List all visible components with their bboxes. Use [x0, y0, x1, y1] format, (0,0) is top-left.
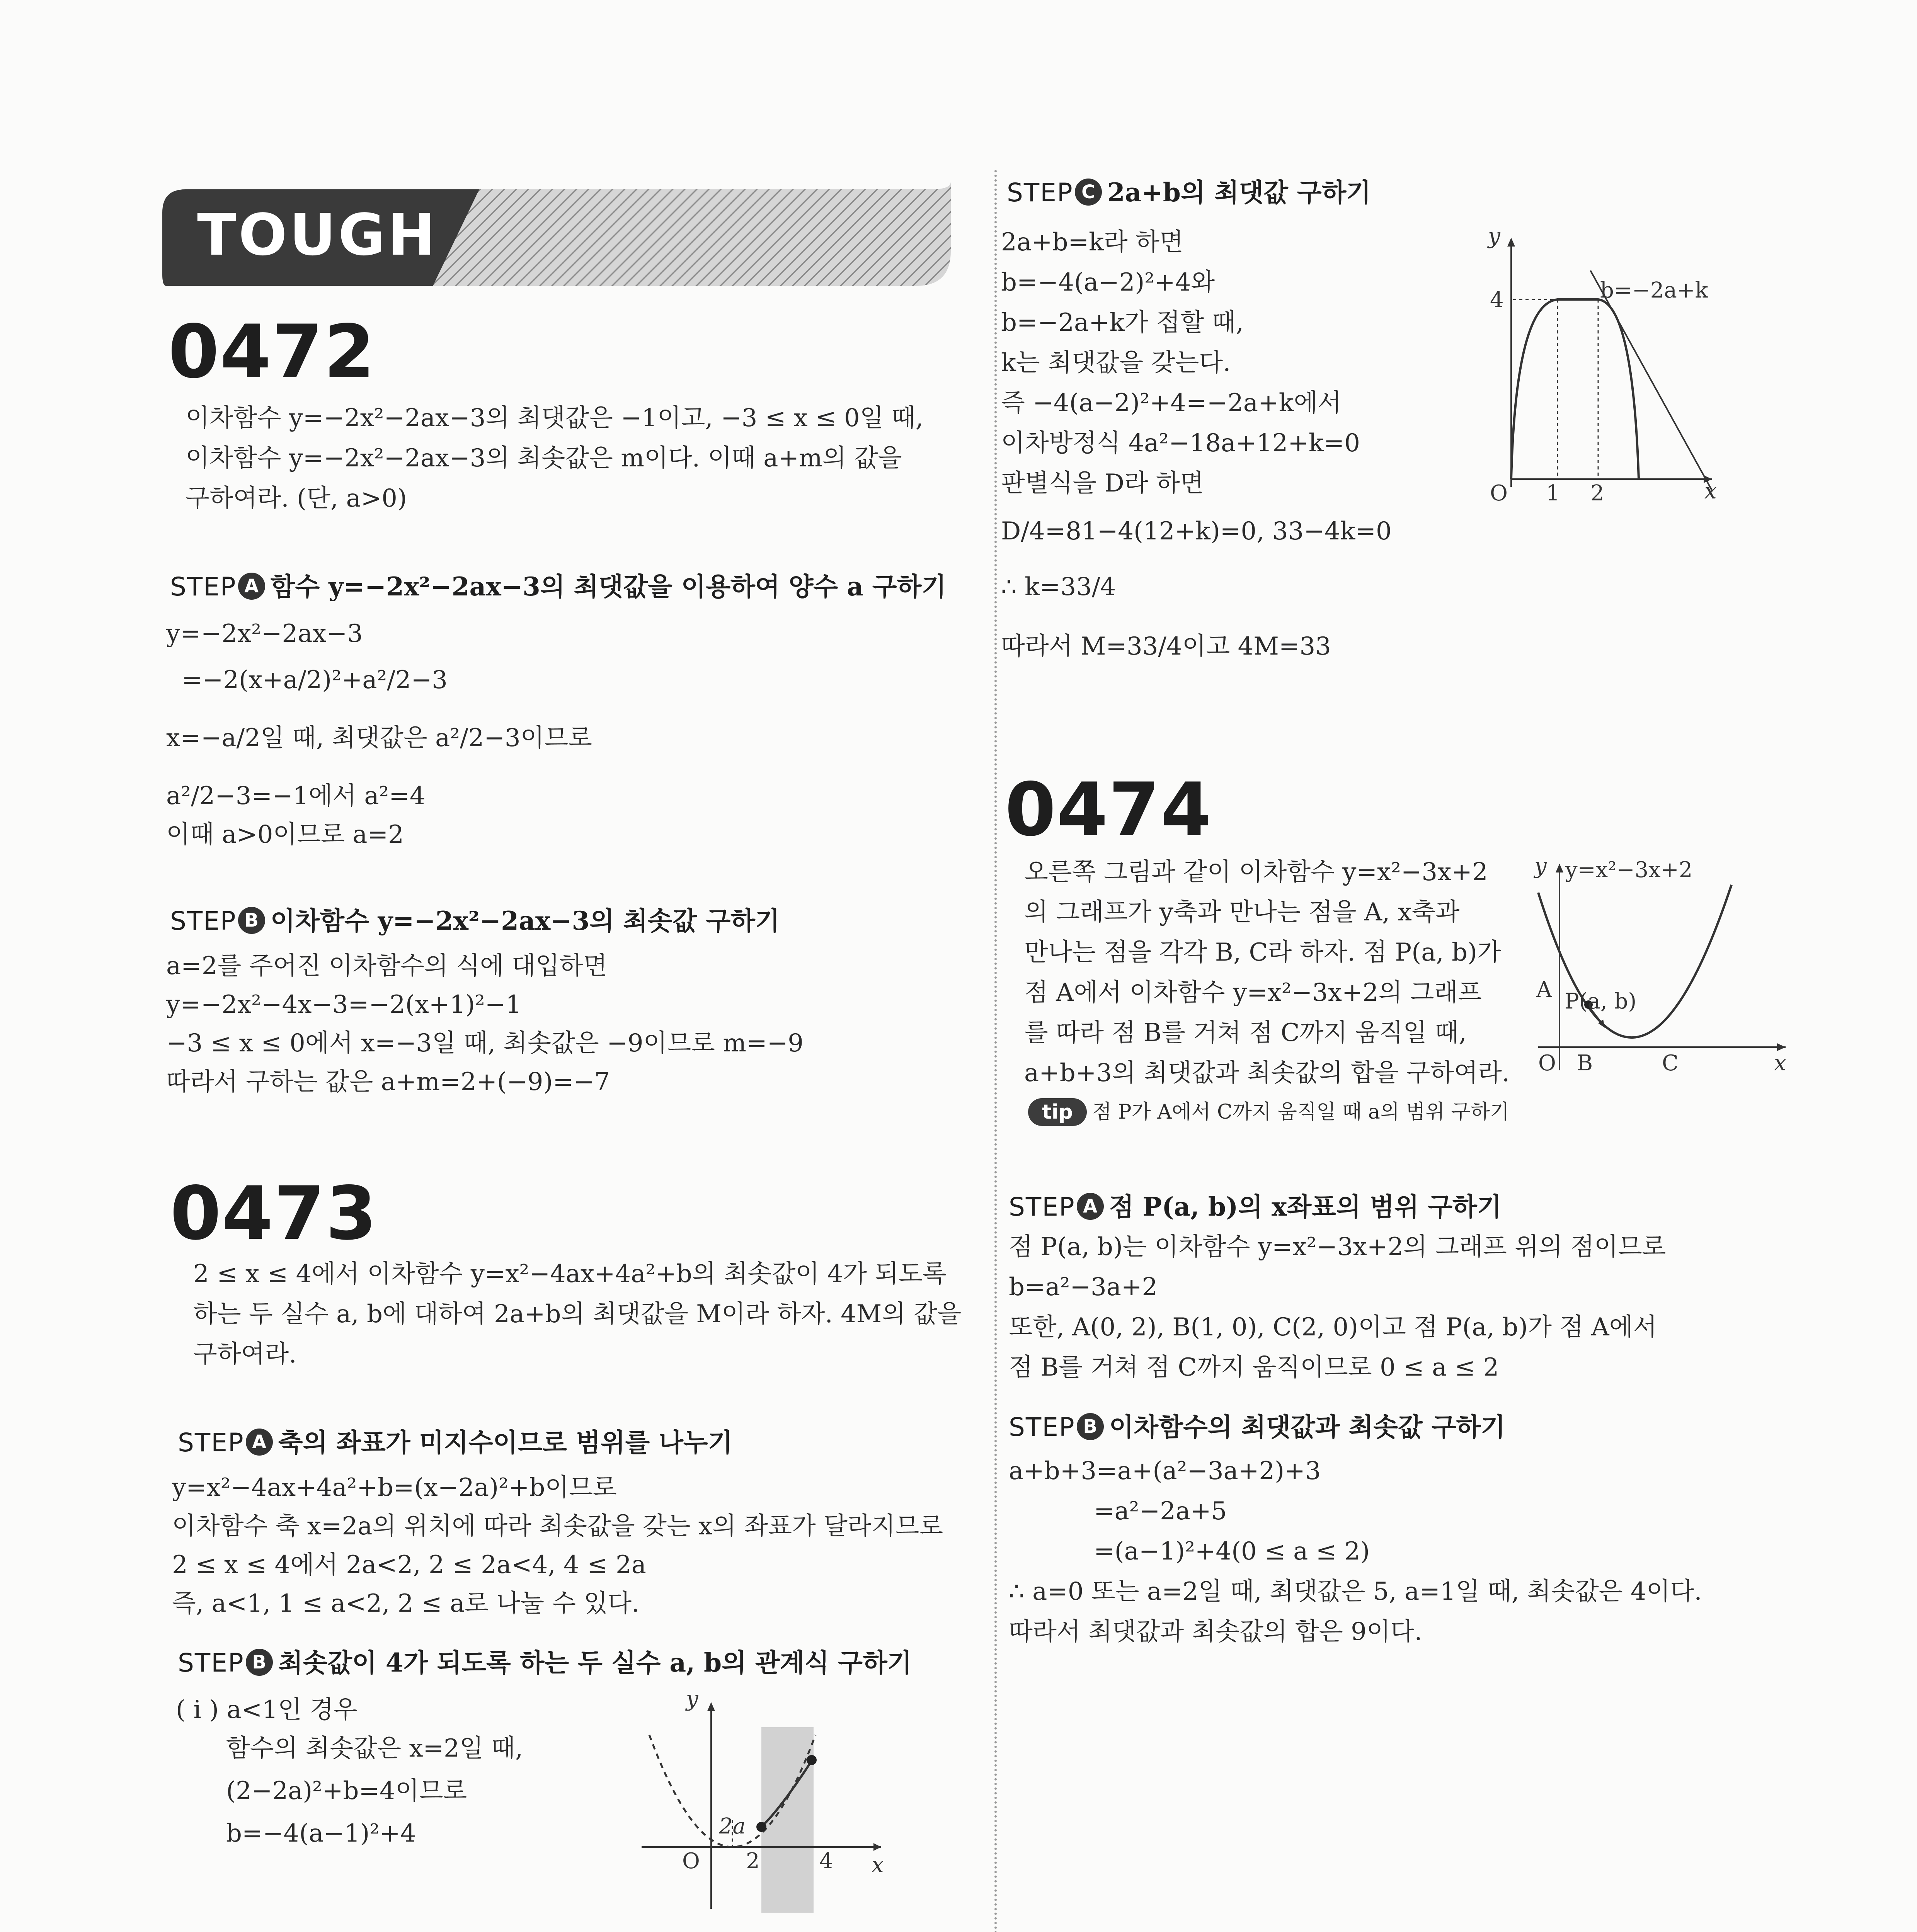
- step-badge: A: [238, 573, 265, 600]
- x-label: x: [1704, 479, 1717, 502]
- point-p-label: P(a, b): [1565, 989, 1637, 1014]
- tick-1-label: 1: [1546, 481, 1560, 502]
- step-b-heading-0472: [170, 900, 780, 937]
- end-point: [807, 1755, 817, 1765]
- step-badge: B: [246, 1649, 273, 1676]
- solution-line: b=a²−3a+2: [1009, 1273, 1158, 1301]
- step-a-body-0473: [172, 1468, 943, 1623]
- x-label: x: [872, 1852, 884, 1878]
- problem-line: 오른쪽 그림과 같이 이차함수 y=x²−3x+2: [1024, 858, 1488, 886]
- solution-line: a+b+3=a+(a²−3a+2)+3: [1009, 1457, 1321, 1485]
- tip-row: [1028, 1095, 1509, 1126]
- step-a-heading-0474: [1009, 1186, 1502, 1223]
- solution-line: y=−2x²−4x−3=−2(x+1)²−1: [166, 990, 521, 1019]
- solution-line: x=−a/2일 때, 최댓값은 a²/2−3이므로: [166, 724, 592, 752]
- solution-line: 즉 −4(a−2)²+4=−2a+k에서: [1001, 389, 1342, 417]
- step-title: 최솟값이 4가 되도록 하는 두 실수 a, b의 관계식 구하기: [278, 1648, 912, 1678]
- solution-line: 이차함수 축 x=2a의 위치에 따라 최솟값을 갖는 x의 좌표가 달라지므로: [172, 1512, 943, 1541]
- tick-2-label: 2: [1590, 481, 1604, 502]
- step-a-body-0474: [1009, 1227, 1666, 1388]
- solution-line: −3 ≤ x ≤ 0에서 x=−3일 때, 최솟값은 −9이므로 m=−9: [166, 1029, 804, 1058]
- tip-text: 점 P가 A에서 C까지 움직일 때 a의 범위 구하기: [1092, 1100, 1510, 1124]
- origin-label: O: [1490, 481, 1508, 502]
- step-badge: B: [1077, 1413, 1104, 1440]
- step-label: STEP: [170, 906, 237, 936]
- problem-line: a+b+3의 최댓값과 최솟값의 합을 구하여라.: [1024, 1059, 1510, 1087]
- solution-line: b=−4(a−1)²+4: [226, 1819, 416, 1848]
- solution-line: 2 ≤ x ≤ 4에서 2a<2, 2 ≤ 2a<4, 4 ≤ 2a: [172, 1551, 646, 1579]
- point-c-label: C: [1662, 1051, 1679, 1076]
- solution-line: 점 P(a, b)는 이차함수 y=x²−3x+2의 그래프 위의 점이므로: [1009, 1233, 1666, 1261]
- step-title: 이차함수의 최댓값과 최솟값 구하기: [1109, 1412, 1505, 1442]
- step-badge: A: [246, 1429, 273, 1456]
- solution-line: 따라서 최댓값과 최솟값의 합은 9이다.: [1009, 1617, 1422, 1646]
- problem-0474-graph: [1531, 854, 1813, 1086]
- x-label: x: [1774, 1051, 1786, 1076]
- case-1-text: [176, 1690, 523, 1853]
- solution-line: D/4=81−4(12+k)=0, 33−4k=0: [1001, 517, 1392, 546]
- y-axis-arrow: [707, 1702, 715, 1711]
- y-label: y: [1534, 854, 1547, 879]
- problem-number-0472: 0472: [168, 309, 376, 395]
- step-badge: B: [238, 907, 265, 934]
- solution-line: 이때 a>0이므로 a=2: [166, 820, 404, 849]
- solution-line: 이차방정식 4a²−18a+12+k=0: [1001, 429, 1360, 457]
- banner-title: TOUGH: [197, 202, 438, 268]
- step-c-body-0473: [1001, 222, 1392, 667]
- problem-line: 구하여라.: [193, 1340, 297, 1369]
- solution-line: 따라서 M=33/4이고 4M=33: [1001, 632, 1331, 661]
- step-title: 축의 좌표가 미지수이므로 범위를 나누기: [278, 1427, 733, 1458]
- step-b-body-0472: [166, 947, 804, 1101]
- solution-line: 또한, A(0, 2), B(1, 0), C(2, 0)이고 점 P(a, b)가 점 A에서: [1009, 1313, 1657, 1342]
- tick-2-label: 2: [746, 1849, 760, 1874]
- step-b-body-0474: [1009, 1451, 1702, 1652]
- y-axis-arrow: [1556, 864, 1563, 872]
- function-label: y=x²−3x+2: [1565, 857, 1693, 883]
- tangent-line: [1590, 270, 1712, 491]
- problem-0472-text: [186, 398, 923, 519]
- problem-line: 를 따라 점 B를 거쳐 점 C까지 움직일 때,: [1024, 1019, 1467, 1047]
- point-a-label: A: [1536, 977, 1552, 1002]
- step-label: STEP: [178, 1428, 244, 1458]
- step-a-body-0472: [166, 614, 592, 854]
- step-b-heading-0473: [178, 1642, 912, 1679]
- problem-line: 의 그래프가 y축과 만나는 점을 A, x축과: [1024, 898, 1460, 927]
- tip-badge: tip: [1028, 1098, 1087, 1126]
- solution-line: (2−2a)²+b=4이므로: [226, 1777, 467, 1805]
- y-label: y: [686, 1692, 698, 1711]
- step-c-heading-0473: [1007, 172, 1371, 209]
- tick-4-label: 4: [819, 1849, 833, 1874]
- solution-line: a²/2−3=−1에서 a²=4: [166, 782, 426, 810]
- solution-line: b=−4(a−2)²+4와: [1001, 268, 1215, 297]
- problem-0474-text: [1024, 852, 1510, 1093]
- step-badge: C: [1075, 179, 1102, 206]
- case-1-graph: [634, 1692, 904, 1917]
- step-a-heading-0472: [170, 566, 946, 603]
- step-a-heading-0473: [178, 1422, 732, 1459]
- origin-label: O: [682, 1849, 700, 1874]
- solution-line: a=2를 주어진 이차함수의 식에 대입하면: [166, 952, 608, 980]
- solution-line: =(a−1)²+4(0 ≤ a ≤ 2): [1094, 1537, 1370, 1566]
- solution-line: y=−2x²−2ax−3: [166, 619, 363, 648]
- solution-line: =−2(x+a/2)²+a²/2−3: [182, 666, 448, 694]
- problem-line: 하는 두 실수 a, b에 대하여 2a+b의 최댓값을 M이라 하자. 4M의 값을: [193, 1300, 962, 1328]
- step-badge: A: [1077, 1193, 1104, 1220]
- step-title: 2a+b의 최댓값 구하기: [1107, 177, 1371, 207]
- step-title: 점 P(a, b)의 x좌표의 범위 구하기: [1109, 1192, 1502, 1222]
- solution-line: ∴ a=0 또는 a=2일 때, 최댓값은 5, a=1일 때, 최솟값은 4이다.: [1009, 1577, 1702, 1606]
- y-label: y: [1488, 228, 1500, 249]
- solution-line: 즉, a<1, 1 ≤ a<2, 2 ≤ a로 나눌 수 있다.: [172, 1589, 640, 1618]
- x-axis-arrow: [873, 1843, 881, 1851]
- step-c-graph: [1480, 228, 1751, 502]
- tangent-label: b=−2a+k: [1600, 278, 1708, 303]
- problem-line: 점 A에서 이차함수 y=x²−3x+2의 그래프: [1024, 978, 1482, 1007]
- tick-2a-label: 2a: [719, 1814, 746, 1839]
- solution-line: k는 최댓값을 갖는다.: [1001, 349, 1231, 377]
- problem-line: 이차함수 y=−2x²−2ax−3의 최솟값은 m이다. 이때 a+m의 값을: [186, 444, 902, 473]
- problem-0473-text: [193, 1254, 961, 1374]
- problem-line: 구하여라. (단, a>0): [186, 484, 407, 513]
- problem-number-0473: 0473: [170, 1171, 378, 1256]
- solution-line: 따라서 구하는 값은 a+m=2+(−9)=−7: [166, 1068, 610, 1096]
- step-label: STEP: [1009, 1192, 1075, 1222]
- step-label: STEP: [1009, 1412, 1075, 1442]
- solution-line: 점 B를 거쳐 점 C까지 움직이므로 0 ≤ a ≤ 2: [1009, 1353, 1499, 1382]
- min-point: [756, 1822, 766, 1832]
- tough-banner: [162, 182, 958, 294]
- step-label: STEP: [170, 572, 237, 602]
- y-axis-arrow: [1507, 238, 1515, 247]
- origin-label: O: [1538, 1051, 1556, 1076]
- problem-number-0474: 0474: [1005, 767, 1212, 852]
- solution-line: ∴ k=33/4: [1001, 573, 1116, 601]
- solution-line: 함수의 최솟값은 x=2일 때,: [226, 1734, 523, 1763]
- solution-line: =a²−2a+5: [1094, 1497, 1227, 1526]
- solution-line: 2a+b=k라 하면: [1001, 228, 1183, 257]
- solution-line: 판별식을 D라 하면: [1001, 469, 1204, 498]
- step-title: 함수 y=−2x²−2ax−3의 최댓값을 이용하여 양수 a 구하기: [270, 571, 947, 602]
- b-graph: [1511, 299, 1639, 479]
- step-label: STEP: [178, 1648, 244, 1678]
- step-b-heading-0474: [1009, 1406, 1505, 1443]
- problem-line: 만나는 점을 각각 B, C라 하자. 점 P(a, b)가: [1024, 938, 1501, 967]
- tick-4-label: 4: [1490, 287, 1504, 313]
- solution-line: b=−2a+k가 접할 때,: [1001, 308, 1244, 337]
- problem-line: 2 ≤ x ≤ 4에서 이차함수 y=x²−4ax+4a²+b의 최솟값이 4가 되도록: [193, 1260, 947, 1288]
- case-heading: ( i ) a<1인 경우: [176, 1696, 358, 1724]
- column-divider: [994, 170, 997, 1932]
- point-b-label: B: [1577, 1051, 1593, 1076]
- step-title: 이차함수 y=−2x²−2ax−3의 최솟값 구하기: [270, 906, 780, 936]
- step-label: STEP: [1007, 178, 1073, 207]
- x-axis-arrow: [1777, 1043, 1786, 1051]
- parabola: [1538, 885, 1731, 1037]
- problem-line: 이차함수 y=−2x²−2ax−3의 최댓값은 −1이고, −3 ≤ x ≤ 0일 때,: [186, 404, 924, 432]
- solution-line: y=x²−4ax+4a²+b=(x−2a)²+b이므로: [172, 1473, 617, 1502]
